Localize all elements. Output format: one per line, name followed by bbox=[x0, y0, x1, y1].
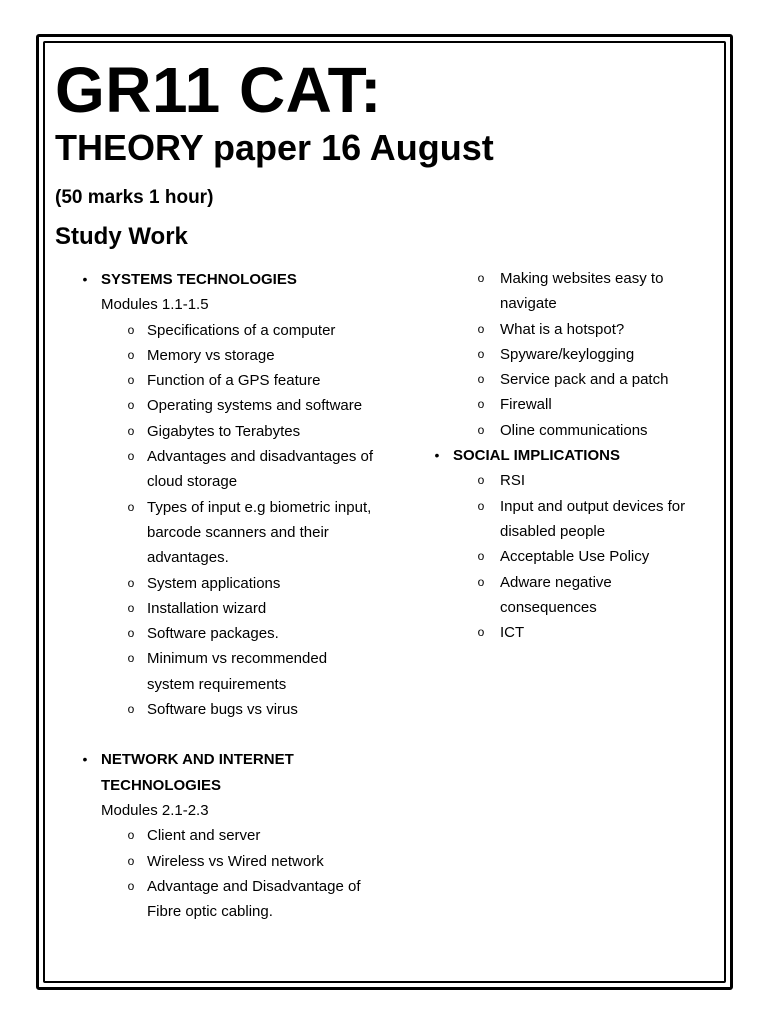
topic-list bbox=[453, 468, 710, 645]
list-item bbox=[101, 596, 378, 621]
list-item bbox=[430, 367, 710, 392]
bullet-icon: • bbox=[82, 271, 88, 287]
list-item-text: Client and server bbox=[147, 827, 261, 845]
list-item-text: Memory vs storage bbox=[147, 346, 275, 364]
list-item-text: Acceptable Use Policy bbox=[500, 548, 650, 566]
list-item bbox=[453, 494, 710, 545]
section-title: SYSTEMS TECHNOLOGIES bbox=[101, 271, 297, 288]
list-item-text: Specifications of a computer bbox=[147, 321, 336, 339]
list-item-text: System applications bbox=[147, 574, 281, 592]
list-item bbox=[101, 393, 378, 418]
list-item-text: RSI bbox=[500, 472, 526, 490]
section-social-implications bbox=[430, 443, 710, 645]
list-item bbox=[101, 571, 378, 596]
circle-bullet-icon: o bbox=[477, 625, 485, 640]
list-item bbox=[101, 495, 378, 571]
list-item-text: Software packages. bbox=[147, 625, 279, 643]
study-work-heading: Study Work bbox=[55, 223, 188, 250]
list-item bbox=[101, 444, 378, 495]
circle-bullet-icon: o bbox=[127, 322, 135, 337]
section-network-internet bbox=[78, 747, 378, 924]
circle-bullet-icon: o bbox=[127, 878, 135, 893]
circle-bullet-icon: o bbox=[477, 422, 485, 437]
module-range: Modules 1.1-1.5 bbox=[101, 296, 209, 314]
right-column bbox=[430, 266, 710, 645]
list-item bbox=[430, 317, 710, 342]
topic-list bbox=[101, 823, 378, 924]
list-item-text: Spyware/keylogging bbox=[500, 345, 635, 363]
circle-bullet-icon: o bbox=[127, 600, 135, 615]
list-item bbox=[101, 646, 378, 697]
circle-bullet-icon: o bbox=[127, 702, 135, 717]
list-item-text: What is a hotspot? bbox=[500, 320, 625, 338]
circle-bullet-icon: o bbox=[127, 347, 135, 362]
bullet-icon: • bbox=[434, 447, 440, 464]
list-item bbox=[101, 874, 378, 925]
list-item bbox=[430, 266, 710, 317]
circle-bullet-icon: o bbox=[477, 549, 485, 564]
circle-bullet-icon: o bbox=[477, 397, 485, 412]
list-item-text: Input and output devices for disabled people bbox=[500, 497, 686, 540]
list-item bbox=[430, 418, 710, 443]
list-item-text: Advantages and disadvantages of cloud storage bbox=[147, 448, 374, 491]
circle-bullet-icon: o bbox=[127, 651, 135, 666]
module-range: Modules 2.1-2.3 bbox=[101, 801, 209, 819]
circle-bullet-icon: o bbox=[477, 473, 485, 488]
circle-bullet-icon: o bbox=[477, 372, 485, 387]
list-item bbox=[453, 468, 710, 493]
list-item bbox=[453, 620, 710, 645]
marks-duration: (50 marks 1 hour) bbox=[55, 187, 214, 208]
list-item bbox=[101, 697, 378, 722]
circle-bullet-icon: o bbox=[127, 828, 135, 843]
circle-bullet-icon: o bbox=[477, 498, 485, 513]
circle-bullet-icon: o bbox=[127, 398, 135, 413]
list-item bbox=[430, 342, 710, 367]
circle-bullet-icon: o bbox=[127, 499, 135, 514]
circle-bullet-icon: o bbox=[477, 574, 485, 589]
list-item bbox=[101, 318, 378, 343]
circle-bullet-icon: o bbox=[127, 373, 135, 388]
circle-bullet-icon: o bbox=[127, 449, 135, 464]
list-item-text: Adware negative consequences bbox=[500, 573, 612, 616]
section-title: SOCIAL IMPLICATIONS bbox=[453, 447, 620, 465]
list-item bbox=[453, 570, 710, 621]
circle-bullet-icon: o bbox=[127, 853, 135, 868]
circle-bullet-icon: o bbox=[477, 271, 485, 285]
list-item-text: Gigabytes to Terabytes bbox=[147, 422, 301, 440]
list-item bbox=[101, 849, 378, 874]
list-item bbox=[430, 392, 710, 417]
list-item-text: Operating systems and software bbox=[147, 397, 363, 415]
topic-list-continued bbox=[430, 266, 710, 443]
list-item-text: Advantage and Disadvantage of Fibre optic cabling. bbox=[147, 877, 361, 921]
section-title: NETWORK AND INTERNET TECHNOLOGIES bbox=[101, 751, 294, 794]
circle-bullet-icon: o bbox=[127, 423, 135, 438]
list-item-text: Service pack and a patch bbox=[500, 371, 669, 389]
list-item bbox=[101, 368, 378, 393]
list-item bbox=[453, 544, 710, 569]
circle-bullet-icon: o bbox=[127, 575, 135, 590]
list-item-text: Function of a GPS feature bbox=[147, 372, 321, 390]
list-item-text: Oline communications bbox=[500, 421, 648, 439]
list-item-text: Installation wizard bbox=[147, 599, 267, 617]
list-item-text: Types of input e.g biometric input, barcode scanners and their advantages. bbox=[147, 498, 372, 567]
page-title: GR11 CAT: bbox=[55, 54, 382, 126]
list-item-text: Software bugs vs virus bbox=[147, 701, 298, 719]
list-item bbox=[101, 419, 378, 444]
bullet-icon: • bbox=[82, 751, 88, 768]
topic-list bbox=[101, 318, 378, 723]
list-item-text: ICT bbox=[500, 624, 525, 642]
list-item-text: Wireless vs Wired network bbox=[147, 852, 324, 870]
list-item bbox=[101, 343, 378, 368]
circle-bullet-icon: o bbox=[477, 321, 485, 336]
list-item bbox=[101, 823, 378, 848]
list-item-text: Minimum vs recommended system requirements bbox=[147, 650, 328, 693]
list-item-text: Firewall bbox=[500, 396, 552, 414]
list-item-text: Making websites easy to navigate bbox=[500, 270, 664, 313]
page-subtitle: THEORY paper 16 August bbox=[55, 127, 494, 168]
left-column bbox=[78, 267, 378, 924]
section-systems-technologies bbox=[78, 267, 378, 722]
list-item bbox=[101, 621, 378, 646]
circle-bullet-icon: o bbox=[477, 346, 485, 361]
circle-bullet-icon: o bbox=[127, 626, 135, 641]
